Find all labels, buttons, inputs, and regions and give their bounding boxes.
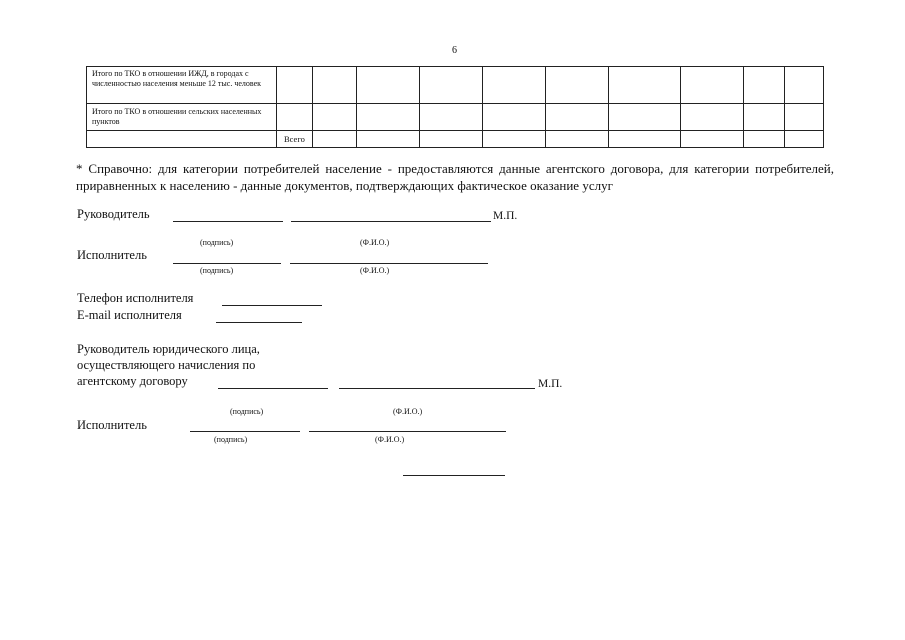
reference-note: * Справочно: для категории потребителей население - предоставляются данные агентского договора, для категории потребителей, приравненных к населению - данные документов, подтверждающих фактическое оказание услуг [76, 161, 834, 193]
table-row-label: Итого по ТКО в отношении сельских населенных пунктов [92, 107, 262, 126]
table-total-label: Всего [284, 134, 305, 144]
executor-signature-line[interactable] [173, 263, 281, 264]
executor-label: Исполнитель [77, 418, 147, 432]
table-border-bottom [86, 147, 824, 148]
legal-head-label-line2: осуществляющего начисления по [77, 358, 256, 372]
table-column-line [356, 66, 357, 148]
table-column-line [784, 66, 785, 148]
phone-line[interactable] [222, 305, 322, 306]
head-signature-line[interactable] [173, 221, 283, 222]
table-column-line [276, 66, 277, 148]
table-column-line [608, 66, 609, 148]
email-label: E-mail исполнителя [77, 308, 182, 322]
table-column-line [482, 66, 483, 148]
fio-caption: (Ф.И.О.) [360, 266, 390, 275]
executor-signature-line[interactable] [190, 431, 300, 432]
head-label: Руководитель [77, 207, 150, 221]
signature-caption: (подпись) [230, 407, 264, 416]
table-row-label: Итого по ТКО в отношении ИЖД, в городах с численностью населения меньше 12 тыс. человек [92, 69, 262, 88]
table-column-line [680, 66, 681, 148]
legal-head-fio-line[interactable] [339, 388, 535, 389]
table-column-line [823, 66, 824, 148]
signature-caption: (подпись) [200, 266, 234, 275]
legal-head-signature-line[interactable] [218, 388, 328, 389]
legal-head-label-line1: Руководитель юридического лица, [77, 342, 260, 356]
table-column-line [419, 66, 420, 148]
fio-caption: (Ф.И.О.) [393, 407, 423, 416]
fio-caption: (Ф.И.О.) [375, 435, 405, 444]
table-column-line [743, 66, 744, 148]
table-column-line [86, 66, 87, 148]
signature-caption: (подпись) [214, 435, 248, 444]
signature-caption: (подпись) [200, 238, 234, 247]
table-column-line [312, 66, 313, 148]
table-row-divider [86, 130, 824, 131]
fio-caption: (Ф.И.О.) [360, 238, 390, 247]
executor-label: Исполнитель [77, 248, 147, 262]
table-border-top [86, 66, 824, 67]
stamp-mark: М.П. [538, 378, 563, 390]
executor-fio-line[interactable] [309, 431, 506, 432]
closing-rule [403, 475, 505, 476]
table-column-line [545, 66, 546, 148]
stamp-mark: М.П. [493, 210, 518, 222]
phone-label: Телефон исполнителя [77, 291, 194, 305]
head-fio-line[interactable] [291, 221, 491, 222]
table-row-divider [86, 103, 824, 104]
email-line[interactable] [216, 322, 302, 323]
summary-table [86, 66, 824, 148]
executor-fio-line[interactable] [290, 263, 488, 264]
page-number: 6 [452, 45, 457, 56]
legal-head-label-line3: агентскому договору [77, 374, 188, 388]
